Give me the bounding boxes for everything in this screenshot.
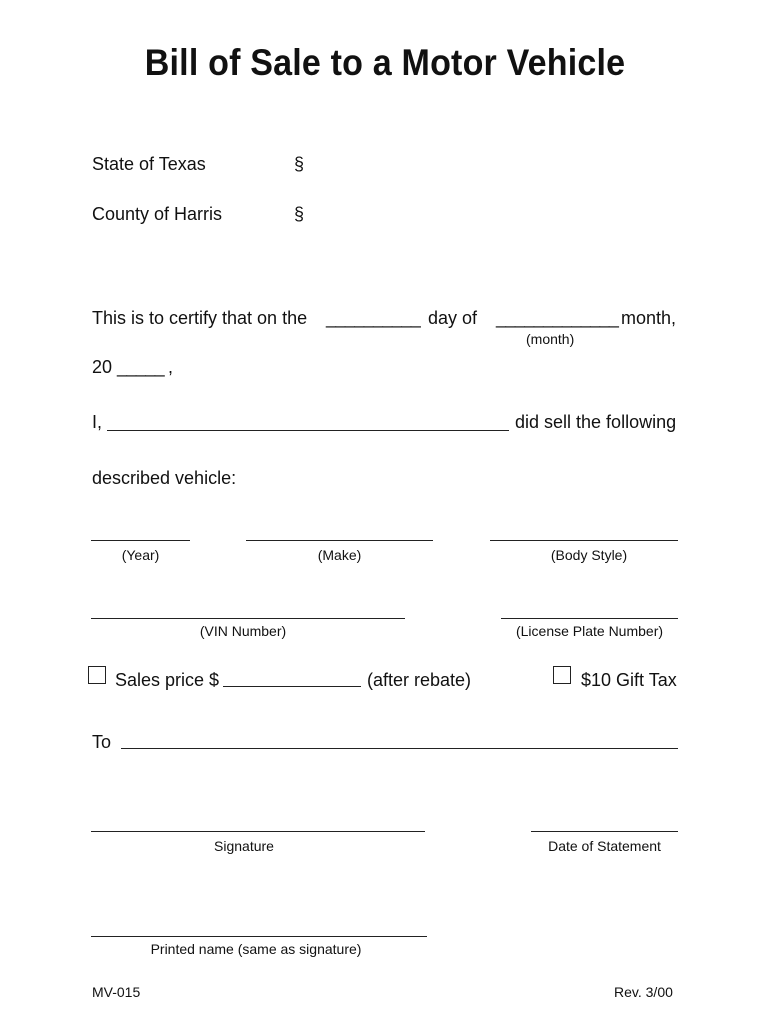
month-word: month, <box>621 308 677 328</box>
certify-intro: This is to certify that on the <box>92 308 308 328</box>
described-vehicle-label: described vehicle: <box>92 468 237 488</box>
date-caption: Date of Statement <box>548 838 661 854</box>
county-section-symbol: § <box>294 204 305 224</box>
form-number: MV-015 <box>92 984 141 1000</box>
signature-line[interactable] <box>91 831 425 832</box>
gift-tax-label: $10 Gift Tax <box>581 670 677 690</box>
year-line[interactable] <box>91 540 190 541</box>
after-rebate-label: (after rebate) <box>367 670 472 690</box>
sales-price-label: Sales price $ <box>115 670 220 690</box>
make-caption: (Make) <box>317 547 362 563</box>
plate-line[interactable] <box>501 618 678 619</box>
gift-tax-checkbox[interactable] <box>553 666 571 684</box>
seller-suffix: did sell the following <box>515 412 677 432</box>
year-prefix: 20 <box>92 357 113 377</box>
body-style-line[interactable] <box>490 540 678 541</box>
date-line[interactable] <box>531 831 678 832</box>
document-title: Bill of Sale to a Motor Vehicle <box>144 42 626 83</box>
sales-price-checkbox[interactable] <box>88 666 106 684</box>
sales-price-line[interactable] <box>223 686 361 687</box>
revision: Rev. 3/00 <box>614 984 673 1000</box>
body-style-caption: (Body Style) <box>550 547 628 563</box>
year-blank[interactable]: _____ <box>117 357 165 377</box>
seller-prefix: I, <box>92 412 103 432</box>
seller-name-line[interactable] <box>107 430 509 431</box>
month-blank[interactable]: _____________ <box>496 308 619 328</box>
day-of-label: day of <box>428 308 478 328</box>
month-caption: (month) <box>526 331 575 347</box>
printed-name-caption: Printed name (same as signature) <box>150 941 362 957</box>
make-line[interactable] <box>246 540 433 541</box>
printed-name-line[interactable] <box>91 936 427 937</box>
signature-caption: Signature <box>214 838 274 854</box>
state-section-symbol: § <box>294 154 305 174</box>
state-label: State of Texas <box>92 154 206 174</box>
county-label: County of Harris <box>92 204 223 224</box>
year-caption: (Year) <box>121 547 160 563</box>
vin-caption: (VIN Number) <box>199 623 287 639</box>
buyer-label: To <box>92 732 112 752</box>
day-blank[interactable]: __________ <box>326 308 421 328</box>
year-suffix: , <box>168 357 174 377</box>
buyer-name-line[interactable] <box>121 748 678 749</box>
vin-line[interactable] <box>91 618 405 619</box>
plate-caption: (License Plate Number) <box>515 623 664 639</box>
